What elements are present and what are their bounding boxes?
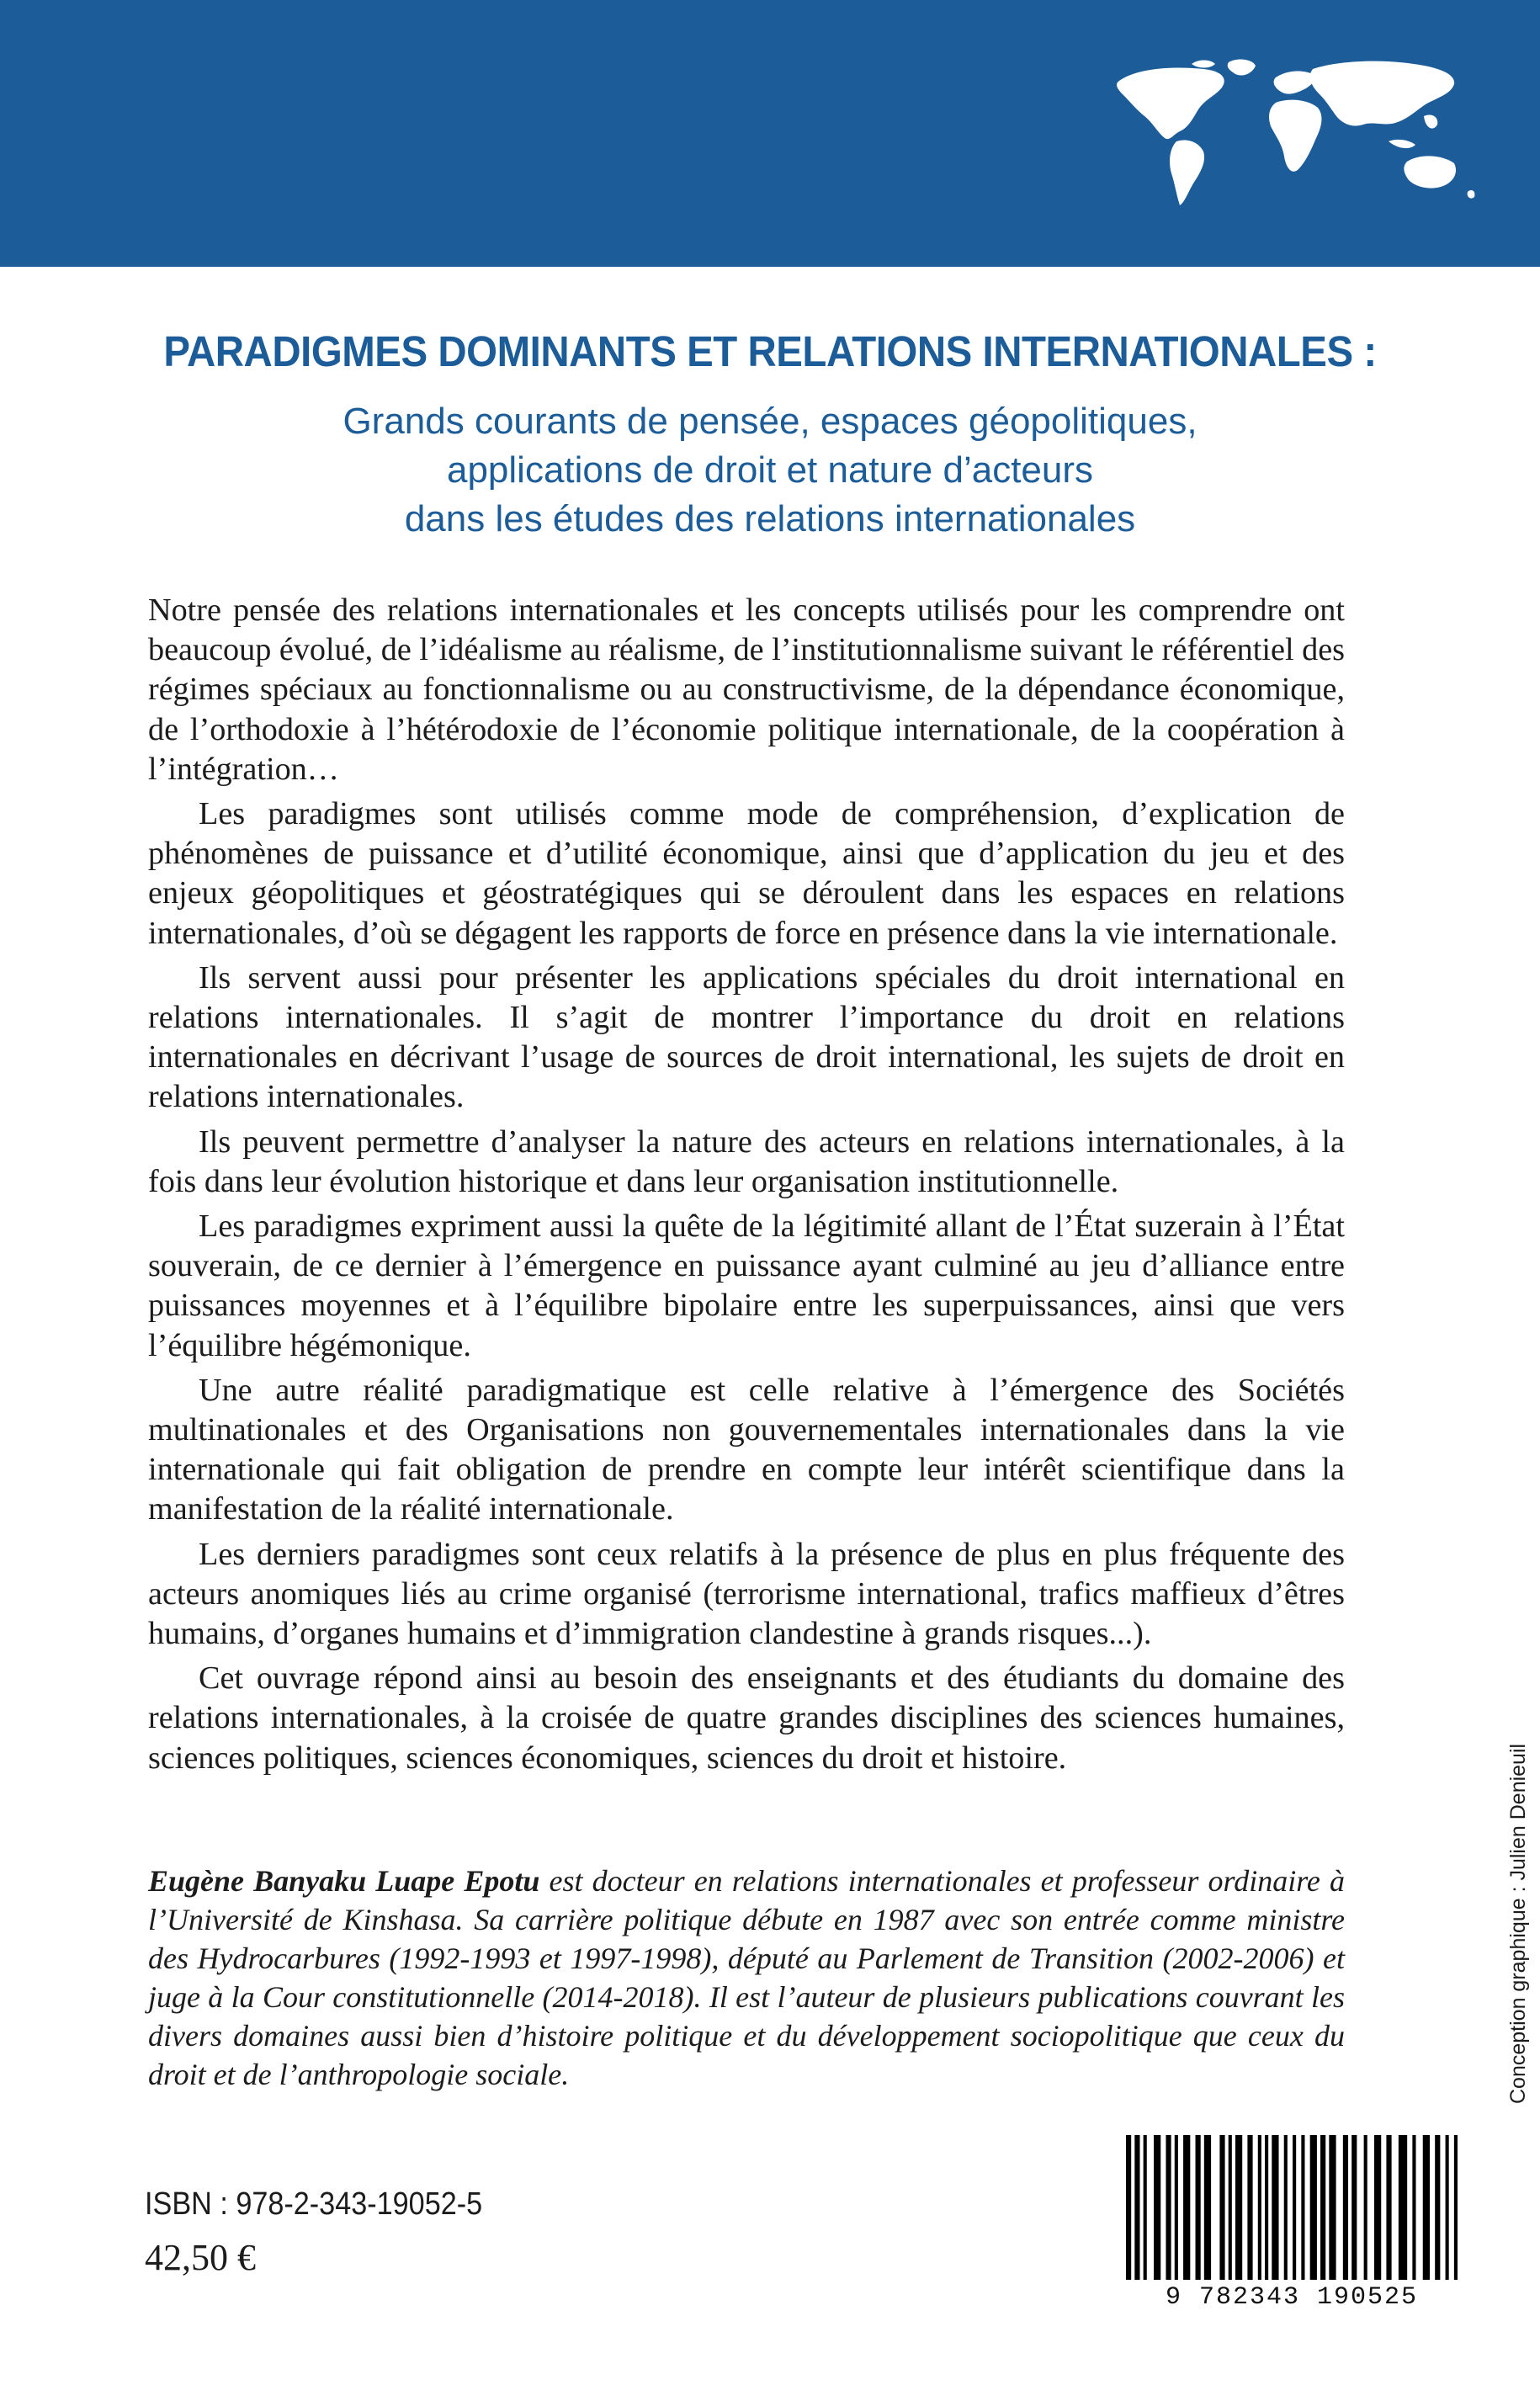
- barcode-bar: [1374, 2135, 1381, 2280]
- barcode-bar: [1247, 2135, 1252, 2280]
- blurb-paragraph: Les paradigmes expriment aussi la quête de la légitimité allant de l’État suzerain à l’État souverain, de ce dernier à l’émergence en puissance ayant culminé au jeu d’alliance entre puissances moyennes et à l’équilibre bipolaire entre les superpuissances, ainsi que vers l’équilibre hégémonique.: [148, 1208, 1345, 1363]
- barcode-bar: [1265, 2135, 1268, 2280]
- blurb-paragraph: Les derniers paradigmes sont ceux relatifs à la présence de plus en plus fréquente des acteurs anomiques liés au crime organisé (terrorisme international, trafics maffieux d’êtres humains, d’organes humains et d’immigration clandestine à grands risques...).: [148, 1536, 1345, 1652]
- barcode-bar: [1284, 2135, 1288, 2280]
- barcode-bar: [1272, 2135, 1278, 2280]
- top-color-band: [0, 0, 1540, 267]
- barcode-bar: [1166, 2135, 1171, 2280]
- barcode-bar: [1183, 2135, 1190, 2280]
- barcode-bar: [1204, 2135, 1211, 2280]
- barcode-bar: [1219, 2135, 1224, 2280]
- barcode: [1113, 2127, 1471, 2320]
- barcode-bar: [1412, 2135, 1415, 2280]
- blurb-paragraph: Cet ouvrage répond ainsi au besoin des enseignants et des étudiants du domaine des relations internationales, à la croisée de quatre grandes disciplines des sciences humaines, sciences politiques, sciences économiques, sciences du droit et histoire.: [148, 1660, 1345, 1776]
- barcode-bar: [1126, 2135, 1131, 2280]
- barcode-bar: [1258, 2135, 1261, 2280]
- author-name: Eugène Banyaku Luape Epotu: [148, 1864, 540, 1898]
- barcode-bar: [1351, 2135, 1357, 2280]
- barcode-bar: [1196, 2135, 1201, 2280]
- author-bio: [148, 1862, 1345, 2094]
- subtitle-line: applications de droit et nature d’acteurs: [446, 449, 1094, 491]
- barcode-bar: [1329, 2135, 1336, 2280]
- barcode-bar: [1134, 2135, 1139, 2280]
- design-credit: Conception graphique : Julien Denieuil: [1506, 1743, 1530, 2104]
- blurb-paragraph: Ils peuvent permettre d’analyser la nature des acteurs en relations internationales, à la fois dans leur évolution historique et dans leur organisation institutionnelle.: [148, 1123, 1345, 1199]
- barcode-bar: [1301, 2135, 1304, 2280]
- book-title: PARADIGMES DOMINANTS ET RELATIONS INTERNATIONALES :: [163, 327, 1377, 375]
- barcode-bar: [1154, 2135, 1160, 2280]
- barcode-bar: [1435, 2135, 1440, 2280]
- barcode-bar: [1293, 2135, 1296, 2280]
- barcode-bar: [1343, 2135, 1348, 2280]
- barcode-bar: [1399, 2135, 1407, 2280]
- barcode-bar: [1364, 2135, 1367, 2280]
- barcode-bar: [1310, 2135, 1317, 2280]
- blurb-paragraph: Une autre réalité paradigmatique est celle relative à l’émergence des Sociétés multinationales et des Organisations non gouvernementales internationales dans la vie internationale qui fait obligation de prendre en compte leur intérêt scientifique dans la manifestation de la réalité internationale.: [148, 1372, 1345, 1527]
- barcode-digits: 9 782343 190525: [1165, 2283, 1419, 2312]
- blurb-paragraph: Notre pensée des relations internationales et les concepts utilisés pour les comprendre ont beaucoup évolué, de l’idéalisme au réalisme, de l’institutionnalisme suivant le référentiel des régimes spéciaux au fonctionnalisme ou au constructivisme, de la dépendance économique, de l’orthodoxie à l’hétérodoxie de l’économie politique internationale, de la coopération à l’intégration…: [148, 592, 1345, 787]
- barcode-bar: [1423, 2135, 1430, 2280]
- blurb-text: [148, 591, 1345, 1783]
- blurb-paragraph: Les paradigmes sont utilisés comme mode de compréhension, d’explication de phénomènes de puissance et d’utilité économique, ainsi que d’application du jeu et des enjeux géopolitiques et géostratégiques qui se déroulent dans les espaces en relations internationales, d’où se dégagent les rapports de force en présence dans la vie internationale.: [148, 796, 1345, 951]
- price: 42,50 €: [145, 2237, 256, 2278]
- isbn-number: ISBN : 978-2-343-19052-5: [145, 2186, 483, 2222]
- barcode-bar: [1320, 2135, 1325, 2280]
- barcode-bar: [1175, 2135, 1178, 2280]
- subtitle-line: Grands courants de pensée, espaces géopolitiques,: [343, 401, 1197, 442]
- barcode-bar: [1235, 2135, 1242, 2280]
- barcode-bar: [1229, 2135, 1232, 2280]
- blurb-paragraph: Ils servent aussi pour présenter les applications spéciales du droit international en relations internationales. Il s’agit de montrer l’importance du droit en relations internationales en décrivant l’usage de sources de droit international, les sujets de droit en relations internationales.: [148, 959, 1345, 1115]
- barcode-icon: [1126, 2135, 1458, 2280]
- barcode-bar: [1446, 2135, 1449, 2280]
- barcode-bar: [1386, 2135, 1391, 2280]
- author-bio-text: est docteur en relations internationales et professeur ordinaire à l’Université de Kinshasa. Sa carrière politique débute en 1987 avec son entrée comme ministre des Hydrocarbures (1992-1993 et 1997-1998), député au Parlement de Transition (2002-2006) et juge à la Cour constitutionnelle (2014-2018). Il est l’auteur de plusieurs publications couvrant les divers domaines aussi bien d’histoire politique et du développement sociopolitique que ceux du droit et de l’anthropologie sociale.: [148, 1864, 1345, 2091]
- barcode-bar: [1144, 2135, 1147, 2280]
- barcode-bar: [1454, 2135, 1458, 2280]
- book-subtitle: [0, 397, 1540, 544]
- world-map-icon: [1111, 57, 1481, 217]
- subtitle-line: dans les études des relations internationales: [404, 498, 1136, 539]
